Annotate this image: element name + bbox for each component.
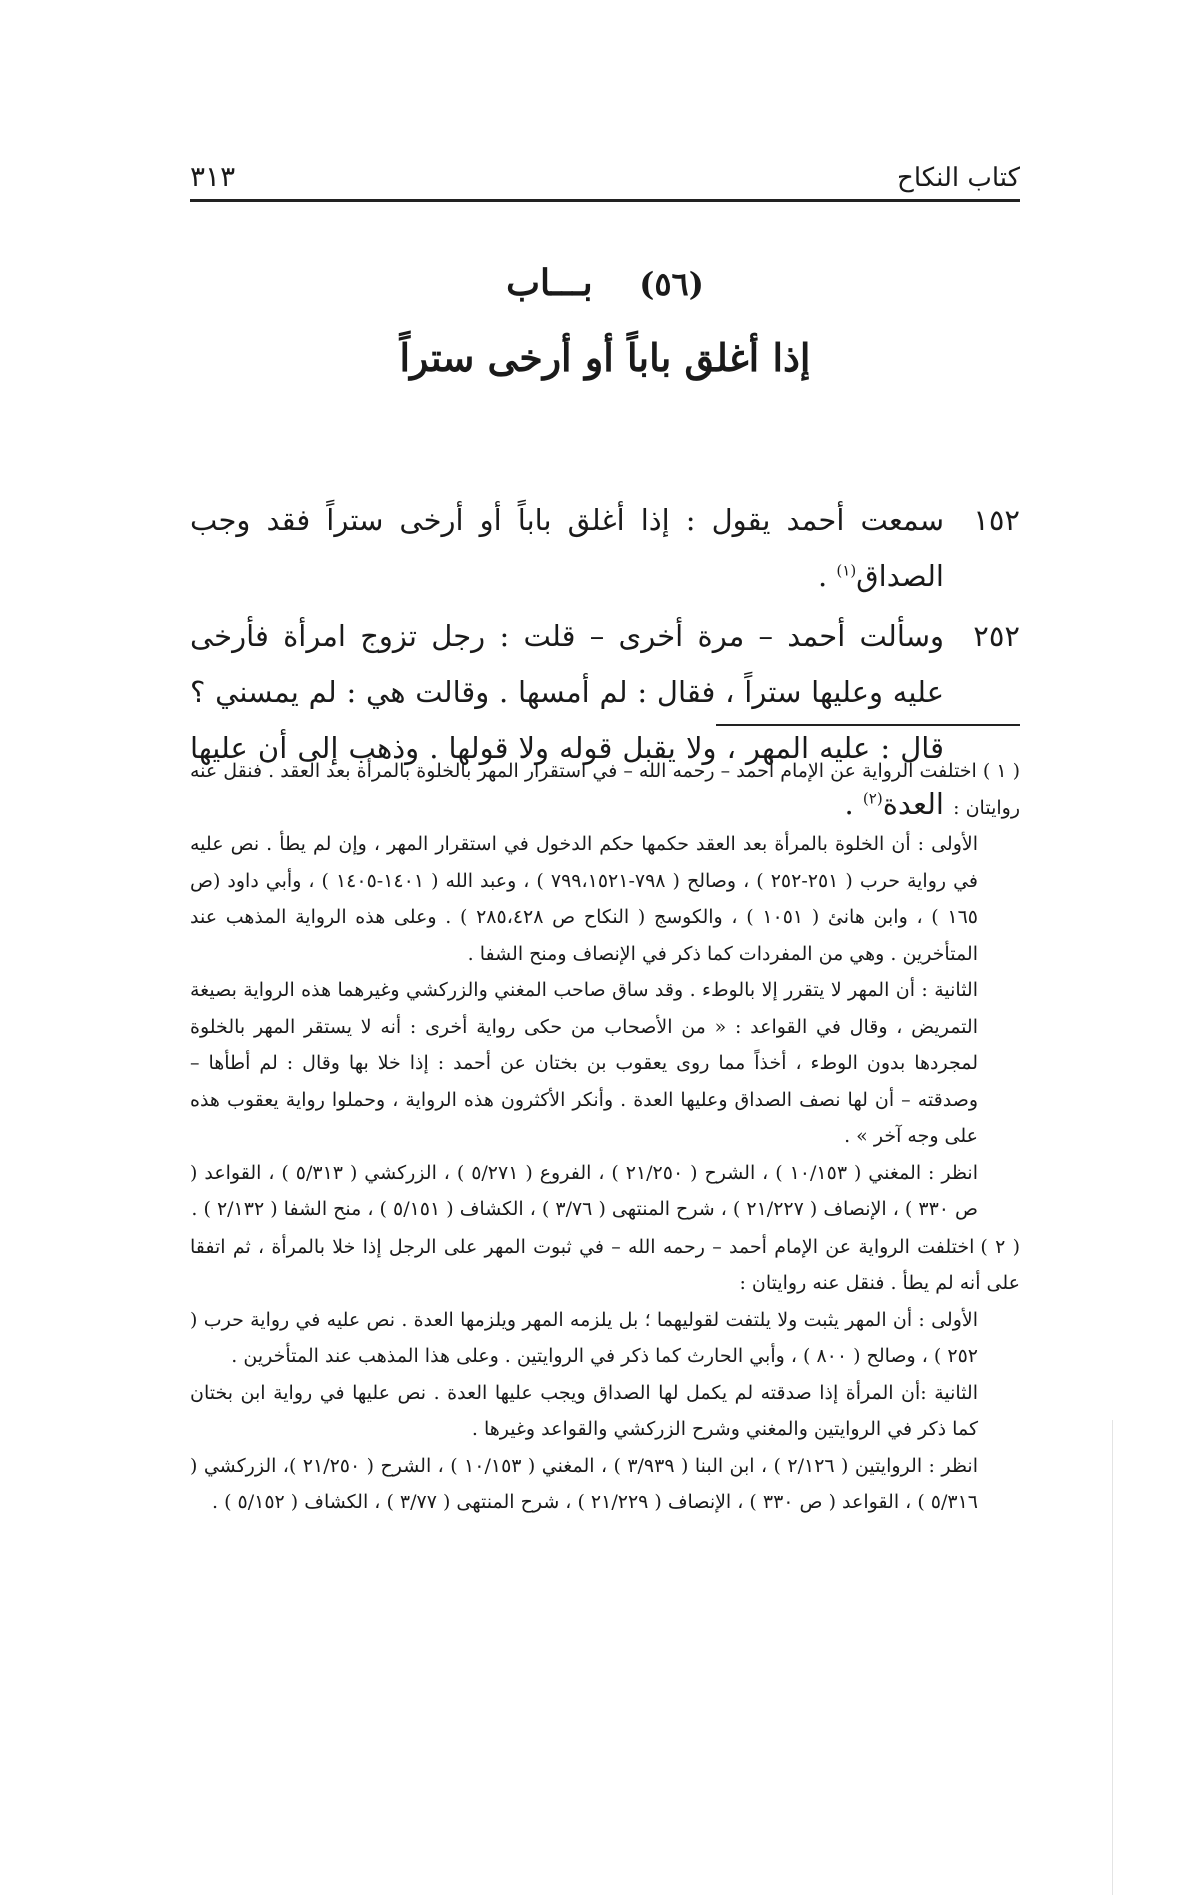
page-number: ٣١٣	[190, 160, 236, 193]
footnote-paragraph: الأولى : أن الخلوة بالمرأة بعد العقد حكمها حكم الدخول في استقرار المهر ، وإن لم يطأ . نص عليه في رواية حرب ( ٢٥١-٢٥٢ ) ، وصالح ( ٧٩٨-٧٩٩،١٥٢١ ) ، وعبد الله ( ١٤٠١-١٤٠٥ ) ، وأبي داود (ص ١٦٥ ) ، وابن هانئ ( ١٠٥١ ) ، والكوسج ( النكاح ص ٢٨٥،٤٢٨ ) . وعلى هذه الرواية المذهب عند المتأخرين . وهي من المفردات كما ذكر في الإنصاف ومنح الشفا .	[190, 833, 978, 965]
chapter-label: بـــاب	[506, 262, 593, 304]
footnote-ref: (١)	[836, 561, 857, 580]
entry	[190, 492, 1020, 604]
footnote-ref: (٢)	[862, 789, 883, 808]
entry-text: سمعت أحمد يقول : إذا أغلق باباً أو أرخى ستراً فقد وجب الصداق	[190, 503, 944, 593]
footnote-label: ( ٢ )	[980, 1235, 1021, 1258]
footnote-divider	[716, 724, 1020, 726]
chapter-heading	[190, 262, 1020, 304]
footnote-paragraph: اختلفت الرواية عن الإمام أحمد – رحمه الله – في استقرار المهر بالخلوة بالمرأة بعد العقد . فنقل عنه روايتان :	[190, 760, 1020, 819]
footnote-references: انظر : المغني ( ١٠/١٥٣ ) ، الشرح ( ٢١/٢٥٠ ) ، الفروع ( ٥/٢٧١ ) ، الزركشي ( ٥/٣١٣ ) ، القواعد ( ص ٣٣٠ ) ، الإنصاف ( ٢١/٢٢٧ ) ، شرح المنتهى ( ٣/٧٦ ) ، الكشاف ( ٥/١٥١ ) ، منح الشفا ( ٢/١٣٢ ) .	[190, 1161, 979, 1220]
entry-number: ١٥٢	[973, 503, 1020, 537]
footnote	[190, 1229, 1020, 1521]
footnote-paragraph: الثانية : أن المهر لا يتقرر إلا بالوطء . وقد ساق صاحب المغني والزركشي وغيرهما هذه الرواية بصيغة التمريض ، وقال في القواعد : « من الأصحاب من حكى رواية أخرى : أنه لا يستقر المهر بالخلوة لمجردها بدون الوطء ، أخذاً مما روى يعقوب بن بختان عن أحمد : إذا خلا بها وقال : لم أطأها – وصدقته – أن لها نصف الصداق وعليها العدة . وأنكر الأكثرون هذه الرواية ، وحملوا رواية يعقوب هذه على وجه آخر » .	[190, 979, 978, 1147]
footnotes	[190, 753, 1020, 1522]
footnote-paragraph: الثانية :أن المرأة إذا صدقته لم يكمل لها الصداق ويجب عليها العدة . نص عليها في رواية ابن بختان كما ذكر في الروايتين والمغني وشرح الزركشي والقواعد وغيرها .	[190, 1381, 978, 1440]
footnote-references: انظر : الروايتين ( ٢/١٢٦ ) ، ابن البنا ( ٣/٩٣٩ ) ، المغني ( ١٠/١٥٣ ) ، الشرح ( ٢١/٢٥٠ )، الزركشي ( ٥/٣١٦ ) ، القواعد ( ص ٣٣٠ ) ، الإنصاف ( ٢١/٢٢٩ ) ، شرح المنتهى ( ٣/٧٧ ) ، الكشاف ( ٥/١٥٢ ) .	[190, 1454, 978, 1513]
entry-tail: .	[817, 559, 837, 593]
chapter-number: (٥٦)	[639, 265, 704, 303]
entry-number: ٢٥٢	[973, 619, 1020, 653]
footnote-paragraph: الأولى : أن المهر يثبت ولا يلتفت لقوليهما ؛ بل يلزمه المهر ويلزمها العدة . نص عليه في رواية حرب ( ٢٥٢ ) ، وصالح ( ٨٠٠ ) ، وأبي الحارث كما ذكر في الروايتين . وعلى هذا المذهب عند المتأخرين .	[190, 1308, 978, 1367]
chapter-title: إذا أغلق باباً أو أرخى ستراً	[399, 335, 811, 380]
scan-edge-line	[1112, 1420, 1113, 1895]
entry-tail: .	[844, 787, 863, 821]
page-header	[190, 155, 1020, 202]
footnote-label: ( ١ )	[982, 760, 1020, 782]
footnote-paragraph: اختلفت الرواية عن الإمام أحمد – رحمه الله – في ثبوت المهر على الرجل إذا خلا بالمرأة ، ثم اتفقا على أنه لم يطأ . فنقل عنه روايتان :	[190, 1235, 1020, 1294]
running-title: كتاب النكاح	[897, 163, 1020, 193]
entry-text: وسألت أحمد – مرة أخرى – قلت : رجل تزوج امرأة فأرخى عليه وعليها ستراً ، فقال : لم أمسها . وقالت هي : لم يمسني ؟ قال : عليه المهر ، ولا يقبل قوله ولا قولها . وذهب إلى أن عليها العدة	[190, 619, 944, 821]
footnote	[190, 753, 1020, 1228]
